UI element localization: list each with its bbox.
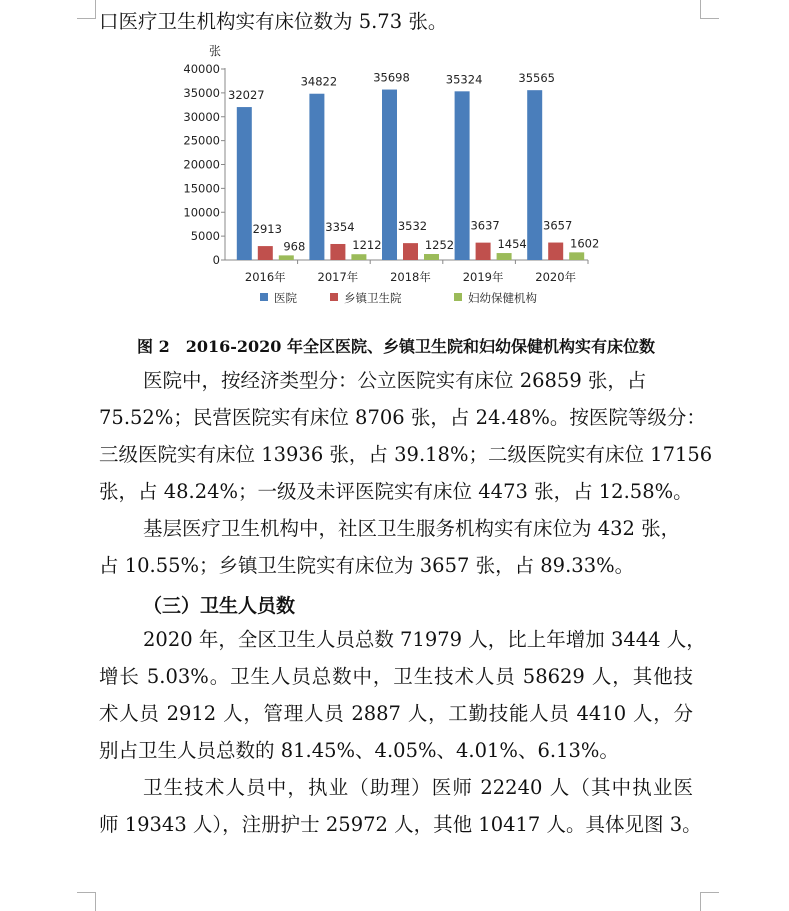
paragraph-line: 张，占 48.24%；一级及未评医院实有床位 4473 张，占 12.58%。 <box>99 480 693 503</box>
bar-township <box>548 243 563 260</box>
paragraph-line: 增长 5.03%。卫生人员总数中，卫生技术人员 58629 人，其他技 <box>99 665 693 688</box>
data-label: 3637 <box>470 218 500 233</box>
x-tick-label: 2018年 <box>390 270 431 284</box>
bar-hospital <box>237 107 252 260</box>
x-tick-label: 2019年 <box>462 270 504 284</box>
page-corner-mark <box>77 892 96 911</box>
bar-maternal <box>569 252 584 260</box>
paragraph-line: 卫生技术人员中，执业（助理）医师 22240 人（其中执业医 <box>143 776 693 799</box>
y-tick-label: 30000 <box>183 109 220 124</box>
paragraph-line: 别占卫生人员总数的 81.45%、4.05%、4.01%、6.13%。 <box>99 739 619 762</box>
page-corner-mark <box>700 0 719 19</box>
data-label: 1252 <box>424 238 455 253</box>
data-label: 3532 <box>397 219 428 234</box>
legend-swatch <box>260 293 268 301</box>
paragraph-line: 术人员 2912 人，管理人员 2887 人，工勤技能人员 4410 人，分 <box>99 702 693 725</box>
paragraph-line: 医院中，按经济类型分：公立医院实有床位 26859 张，占 <box>143 369 647 392</box>
bar-maternal <box>351 254 366 260</box>
bar-maternal <box>497 253 512 260</box>
data-label: 35698 <box>373 70 410 85</box>
bar-hospital <box>309 94 324 260</box>
y-tick-label: 25000 <box>183 133 220 148</box>
y-axis-label: 张 <box>209 44 222 58</box>
bar-hospital <box>382 90 397 260</box>
paragraph-line: 师 19343 人），注册护士 25972 人，其他 10417 人。具体见图 3。 <box>99 813 702 836</box>
bar-township <box>476 243 491 260</box>
x-tick-label: 2017年 <box>317 270 359 284</box>
paragraph-line: 75.52%；民营医院实有床位 8706 张，占 24.48%。按医院等级分： <box>99 406 706 429</box>
x-tick-label: 2016年 <box>244 270 286 284</box>
y-tick-label: 40000 <box>183 62 220 76</box>
bed-count-chart <box>180 44 610 324</box>
data-label: 32027 <box>228 88 265 103</box>
data-label: 34822 <box>300 74 338 89</box>
intro-line: 口医疗卫生机构实有床位数为 5.73 张。 <box>99 10 448 33</box>
page-corner-mark <box>700 892 719 911</box>
figure-caption: 图 2 2016-2020 年全区医院、乡镇卫生院和妇幼保健机构实有床位数 <box>137 337 655 356</box>
bar-township <box>403 243 418 260</box>
paragraph-line: 三级医院实有床位 13936 张，占 39.18%；二级医院实有床位 17156 <box>99 443 713 466</box>
bar-hospital <box>527 90 542 260</box>
legend-label: 妇幼保健机构 <box>468 291 537 305</box>
data-label: 1212 <box>352 238 382 253</box>
paragraph-line: 占 10.55%；乡镇卫生院实有床位为 3657 张，占 89.33%。 <box>99 554 635 577</box>
y-tick-label: 20000 <box>183 157 220 172</box>
y-tick-label: 10000 <box>183 205 220 220</box>
bar-maternal <box>279 255 294 260</box>
y-tick-label: 35000 <box>183 85 220 100</box>
bar-township <box>330 244 345 260</box>
y-tick-label: 0 <box>212 253 220 267</box>
data-label: 3657 <box>543 218 573 233</box>
data-label: 35565 <box>518 71 555 86</box>
data-label: 2913 <box>252 222 282 237</box>
legend-swatch <box>330 293 338 301</box>
paragraph-line: 2020 年，全区卫生人员总数 71979 人，比上年增加 3444 人， <box>143 628 706 651</box>
legend-label: 乡镇卫生院 <box>344 291 402 305</box>
data-label: 35324 <box>445 72 483 87</box>
y-tick-label: 5000 <box>190 229 220 244</box>
section-heading: （三）卫生人员数 <box>143 595 296 617</box>
legend-swatch <box>454 293 462 301</box>
y-tick-label: 15000 <box>183 181 220 196</box>
data-label: 968 <box>283 239 306 254</box>
legend-label: 医院 <box>274 291 297 305</box>
data-label: 1454 <box>497 237 527 252</box>
bar-maternal <box>424 254 439 260</box>
paragraph-line: 基层医疗卫生机构中，社区卫生服务机构实有床位为 432 张， <box>143 517 681 540</box>
x-tick-label: 2020年 <box>535 270 577 284</box>
data-label: 3354 <box>325 219 355 234</box>
bar-hospital <box>455 91 470 260</box>
bar-township <box>258 246 273 260</box>
data-label: 1602 <box>570 236 600 251</box>
page-corner-mark <box>77 0 96 19</box>
